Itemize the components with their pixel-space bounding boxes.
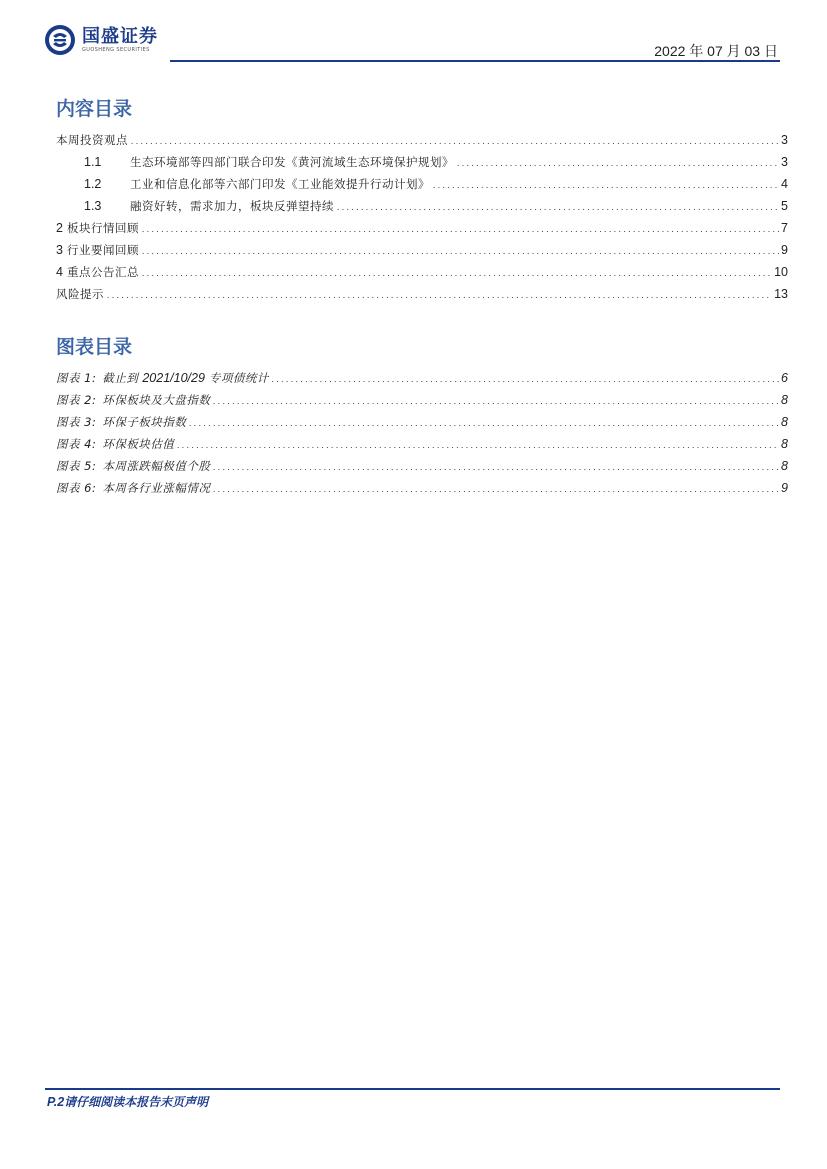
toc-entry-page: 3 [781,155,788,169]
figure-label: 图表 4: [56,437,97,451]
figure-label: 图表 2: [56,393,97,407]
toc-entry-number: 1.1 [84,155,102,169]
figure-text-suffix: 专项债统计 [208,371,269,385]
figure-text: 环保板块及大盘指数 [102,393,211,407]
toc-entry-page: 13 [774,287,788,301]
toc-entry-text: 融资好转，需求加力，板块反弹望持续 [130,199,334,213]
toc-title: 内容目录 [56,98,133,120]
toc-leader-dots [141,226,779,234]
toc-entry-page: 5 [781,199,788,213]
toc-entry-page: 7 [781,221,788,235]
company-name: 国盛证券 [82,25,158,47]
figure-text: 环保子板块指数 [102,415,187,429]
page-number: P.2 [47,1095,65,1109]
toc-leader-dots [141,248,779,256]
toc-entry[interactable] [56,286,788,304]
figure-label: 图表 1: [56,371,97,385]
figure-label: 图表 5: [56,459,97,473]
toc-entry-page: 4 [781,177,788,191]
company-subtitle: GUOSHENG SECURITIES [82,46,150,53]
toc-leader-dots [212,486,779,494]
toc-leader-dots [188,420,779,428]
disclaimer-notice: 请仔细阅读本报告末页声明 [64,1095,209,1109]
toc-entry[interactable] [56,220,788,238]
page-header [0,0,827,62]
toc-entry[interactable] [56,132,788,150]
figure-text: 环保板块估值 [102,437,175,451]
toc-entry-number: 1.3 [84,199,102,213]
figure-page: 8 [781,459,788,473]
figure-page: 6 [781,371,788,385]
figure-entry[interactable] [56,458,788,476]
toc-leader-dots [432,182,779,190]
figure-page: 8 [781,437,788,451]
toc-entry-number: 2 [56,221,63,235]
figure-entry[interactable] [56,436,788,454]
figure-text: 本周涨跌幅极值个股 [102,459,211,473]
figure-entry[interactable] [56,392,788,410]
figure-text: 截止到 [102,371,139,385]
figure-label: 图表 6: [56,481,97,495]
toc-leader-dots [456,160,779,168]
toc-leader-dots [176,442,779,450]
toc-entry[interactable] [56,264,788,282]
toc-entry-number: 3 [56,243,63,257]
figure-entry[interactable] [56,414,788,432]
toc-leader-dots [212,464,779,472]
company-logo [44,24,158,56]
figure-text: 本周各行业涨幅情况 [102,481,211,495]
toc-entry[interactable] [56,176,788,194]
toc-entry-page: 3 [781,133,788,147]
toc-entry-text: 板块行情回顾 [66,221,139,235]
guosheng-logo-icon [44,24,76,56]
figure-label: 图表 3: [56,415,97,429]
figure-page: 8 [781,393,788,407]
figure-entry[interactable] [56,370,788,388]
toc-leader-dots [336,204,779,212]
figure-date: 2021/10/29 [142,371,205,385]
toc-leader-dots [130,138,779,146]
toc-entry-text: 重点公告汇总 [66,265,139,279]
toc-entry-number: 4 [56,265,63,279]
page-footer [47,1093,208,1110]
toc-entry-text: 风险提示 [56,287,104,301]
header-divider [170,60,780,62]
figure-entry[interactable] [56,480,788,498]
toc-leader-dots [106,292,772,300]
figure-page: 9 [781,481,788,495]
figures-title: 图表目录 [56,336,133,358]
toc-entry-page: 10 [774,265,788,279]
report-date: 2022 年 07 月 03 日 [654,43,778,59]
figure-page: 8 [781,415,788,429]
toc-entry-number: 1.2 [84,177,102,191]
toc-leader-dots [271,376,779,384]
toc-entry[interactable] [56,198,788,216]
toc-leader-dots [141,270,772,278]
toc-entry[interactable] [56,154,788,172]
toc-entry-text: 生态环境部等四部门联合印发《黄河流域生态环境保护规划》 [130,155,454,169]
toc-entry-text: 工业和信息化部等六部门印发《工业能效提升行动计划》 [130,177,430,191]
footer-divider [45,1088,780,1090]
toc-leader-dots [212,398,779,406]
toc-entry[interactable] [56,242,788,260]
toc-entry-text: 行业要闻回顾 [66,243,139,257]
toc-entry-text: 本周投资观点 [56,133,128,147]
toc-entry-page: 9 [781,243,788,257]
